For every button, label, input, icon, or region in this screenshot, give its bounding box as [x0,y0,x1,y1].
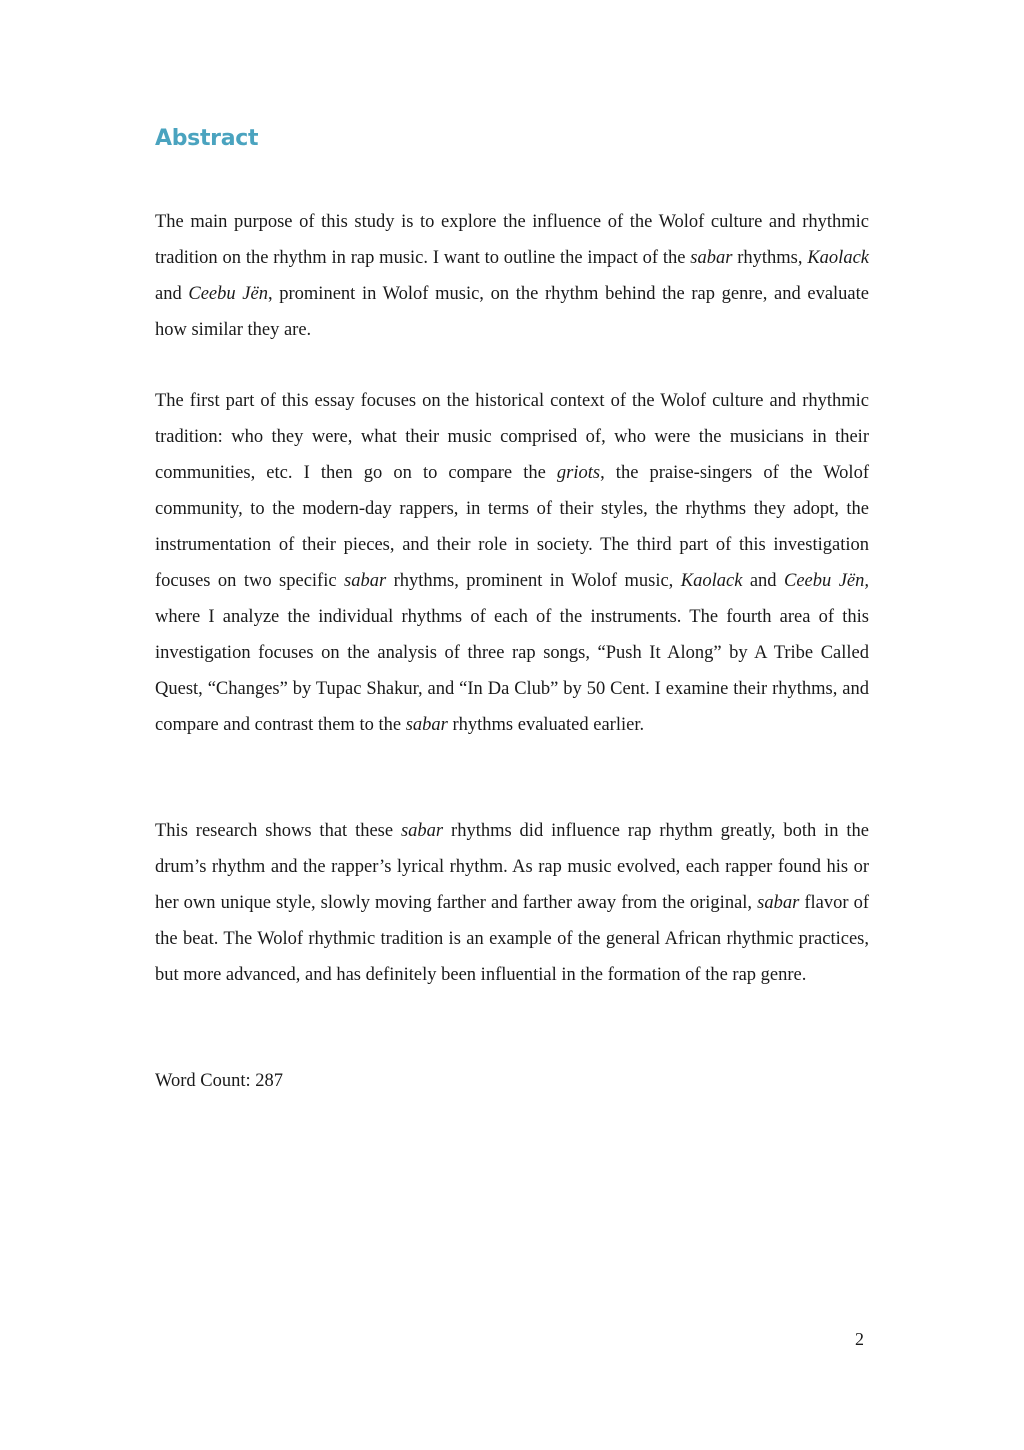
italic-term: Ceebu Jën [188,284,268,304]
text-run: The first part of this essay focuses on the historical context of the Wolof culture and rhythmic tradition: who they were, what their music comprised of, who were the musicians in their communities, etc. I then go on to compare the [155,391,869,483]
text-run: The main purpose of this study is to explore the influence of the Wolof culture and rhythmic tradition on the rhythm in rap music. I want to outline the impact of the [155,212,869,268]
abstract-paragraph-1 [155,204,869,348]
text-run: rhythms did influence rap rhythm greatly, both in the drum’s rhythm and the rapper’s lyrical rhythm. As rap music evolved, each rapper found his or her own unique style, slowly moving farther and farther away from the original, [155,821,869,913]
abstract-paragraph-2 [155,383,869,743]
word-count: Word Count: 287 [155,1071,284,1091]
text-run: , prominent in Wolof music, on the rhythm behind the rap genre, and evaluate how similar they are. [155,284,869,340]
text-run: flavor of the beat. The Wolof rhythmic tradition is an example of the general African rhythmic practices, but more advanced, and has definitely been influential in the formation of the rap genre. [155,893,869,985]
italic-term: Ceebu Jën, [784,571,869,591]
italic-term: Kaolack [680,571,743,591]
section-heading: Abstract [155,126,259,151]
page-number: 2 [855,1329,864,1349]
text-run: This research shows that these [155,821,401,841]
text-run: rhythms evaluated earlier. [447,715,645,735]
abstract-paragraph-3 [155,813,869,993]
italic-term: sabar [405,715,448,735]
text-run: , the praise-singers of the Wolof community, to the modern-day rappers, in terms of their styles, the rhythms they adopt, the instrumentation of their pieces, and their role in society. The third part of this investigation focuses on two specific [155,463,869,591]
text-run: and [155,284,189,304]
italic-term: sabar [757,893,800,913]
italic-term: sabar [344,571,387,591]
text-run: rhythms, prominent in Wolof music, [386,571,681,591]
italic-term: Kaolack [807,248,869,268]
text-run: rhythms, [732,248,808,268]
italic-term: sabar [400,821,444,841]
italic-term: griots [556,463,601,483]
italic-term: sabar [690,248,733,268]
text-run: and [742,571,784,591]
text-run: where I analyze the individual rhythms of each of the instruments. The fourth area of this investigation focuses on the analysis of three rap songs, “Push It Along” by A Tribe Called Quest, “Changes” by Tupac Shakur, and “In Da Club” by 50 Cent. I examine their rhythms, and compare and contrast them to the [155,607,869,735]
